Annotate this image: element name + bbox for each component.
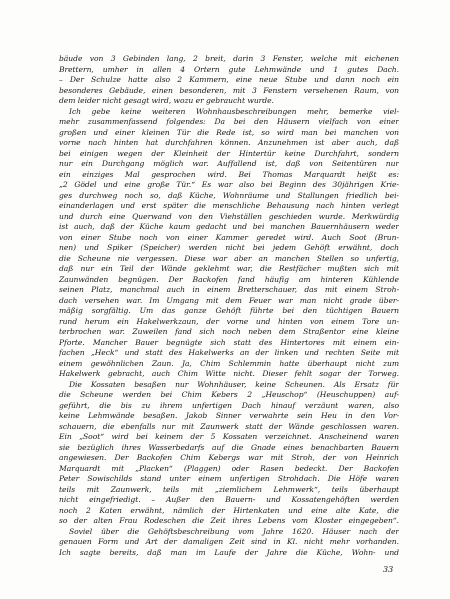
text-line: großen und einer kleinen Tür die Rede ist, so wird man bei manchen von [59, 127, 399, 137]
text-line: genauen Form und Art der damaligen Zeit sind in Kl. nicht mehr vorhanden. [59, 537, 399, 546]
text-line: ges durchweg noch so, daß Küche, Wohnräume und Stallungen friedlich bei- [59, 190, 399, 200]
text-line: keine Lehmwände besaßen. Jakob Sinner verwahrte sein Heu in den Vor- [59, 411, 399, 420]
text-line: schauern, die ebenfalls nur mit Zaunwerk statt der Wände geschlossen waren. [59, 421, 399, 431]
text-line: einanderlagen und erst später die menschliche Behausung nach hinten verlegt [59, 201, 399, 210]
text-line: rund herum ein Hakelwerkzaun, der vorne und hinten von einem Tore un- [59, 316, 399, 326]
text-line: nen) und Spiker (Speicher) werden nicht bei jedem Gehöft erwähnt, doch [59, 243, 399, 252]
text-line: Marquardt mit „Placken“ (Plaggen) oder Rasen bedeckt. Der Backofen [59, 463, 399, 473]
text-line: von einer Stube noch von einer Kammer geredet wird. Auch Soot (Brun- [59, 232, 399, 242]
text-line: Brettern, umher in allen 4 Ortern gute Lehmwände und 1 gutes Dach. [59, 64, 399, 74]
text-line: Peter Sowischilds stand unter einem unfertigen Strohdach. Die Höfe waren [59, 474, 399, 483]
text-line: Soviel über die Gehöftsbeschreibung vom Jahre 1620. Häuser nach der [69, 526, 399, 536]
text-line: dach versehen war. Im Umgang mit dem Feuer war man nicht grade über- [59, 295, 399, 305]
text-line: und durch eine Querwand von den Viehställen geschieden wurde. Merkwürdig [59, 211, 399, 221]
text-line: fachen „Heck“ und statt des Hakelwerks an der linken und rechten Seite mit [59, 348, 399, 357]
text-line: nur ein Durchgang möglich war. Auffallend ist, daß von Seitentüren nur [59, 159, 399, 168]
text-line: seinen Platz, manchmal auch in einem Bretterschauer, das mit einem Stroh- [59, 285, 399, 294]
text-line: geführt, die bis zu ihrem unfertigen Dach hinauf verzäunt waren, also [59, 400, 399, 410]
text-line: sie bezüglich ihres Wasserbedarfs auf die Gnade eines benachbarten Bauern [59, 442, 399, 452]
text-line: die Scheune nie vergessen. Diese war aber an manchen Stellen so unfertig, [59, 253, 399, 263]
text-line: Hakelwerk gebracht, auch Chim Witte nicht. Dieser fehlt sogar der Torweg. [59, 369, 399, 378]
text-line: mäßig sorgfältig. Um das ganze Gehöft führte bei den tüchtigen Bauern [59, 306, 399, 315]
text-line: so der alten Frau Rodeschen die Zeit ihres Lebens vom Kloster eingegeben“. [59, 516, 399, 525]
text-line: bei einigen wegen der Kleinheit der Hintertür keine Durchfahrt, sondern [59, 148, 399, 158]
text-line: einem gewöhnlichen Zaun. Ja, Chim Schlemmin hatte überhaupt nicht zum [59, 358, 399, 368]
text-line: Die Kossaten besaßen nur Wohnhäuser, keine Scheunen. Als Ersatz für [69, 379, 399, 389]
text-line: teils mit Zaunwerk, teils mit „ziemlichem Lehmwerk“, teils überhaupt [59, 484, 399, 494]
text-line: vorne nach hinten hat durchfahren können. Anzunehmen ist aber auch, daß [59, 138, 399, 147]
text-line: nicht eingefriedigt. – Außer den Bauern- und Kossatengehöften werden [59, 495, 399, 504]
text-line: besonderes Gebäude, einen besonderen, mit 3 Fenstern versehenen Raum, von [59, 85, 399, 95]
text-line: bäude von 3 Gebinden lang, 2 breit, darin 3 Fenster, welche mit eichenen [59, 54, 399, 63]
text-line: angewiesen. Der Backofen Chim Kebergs war mit Stroh, der von Heinrich [59, 453, 399, 462]
text-line: die Scheune werden bei Chim Kebers 2 „Heuschop“ (Heuschuppen) auf- [59, 390, 399, 399]
text-line: daß nur ein Teil der Wände geklehmt war, die Restfächer mußten sich mit [59, 264, 399, 273]
text-line: ein einziges Mal gesprochen wird. Bei Thomas Marquardt heißt es: [59, 169, 399, 179]
page-number: 33 [383, 565, 394, 574]
text-line: „2 Gödel und eine große Tür.“ Es war also bei Beginn des 30jährigen Krie- [59, 180, 399, 189]
text-line: – Der Schulze hatte also 2 Kammern, eine neue Stube und dann noch ein [59, 75, 399, 84]
text-line: noch 2 Katen erwähnt, nämlich der Hirtenkaten und eine alte Kate, die [59, 505, 399, 515]
text-line: terbrochen war. Zuweilen fand sich noch neben dem Straßentor eine kleine [59, 327, 399, 336]
text-line: mehr zusammenfassend folgendes: Da bei den Häusern vielfach von einer [59, 117, 399, 126]
text-line: ist auch, daß der Küche kaum gedacht und bei manchen Bauernhäusern weder [59, 222, 399, 231]
text-line: Zaunwänden begnügen. Der Backofen fand häufig am hinteren Kühlende [59, 274, 399, 284]
text-line: Ein „Soot“ wird bei keinem der 5 Kossaten verzeichnet. Anscheinend waren [59, 432, 399, 441]
body-text [59, 54, 399, 558]
text-line: dem leider nicht gesagt wird, wozu er gebraucht wurde. [59, 96, 274, 105]
text-line: Ich gebe keine weiteren Wohnhausbeschreibungen mehr, bemerke viel- [69, 106, 399, 116]
text-line: Ich sagte bereits, daß man im Laufe der Jahre die Küche, Wohn- und [59, 547, 399, 557]
text-line: Pforte. Mancher Bauer begnügte sich statt des Hintertores mit einem ein- [59, 337, 399, 347]
